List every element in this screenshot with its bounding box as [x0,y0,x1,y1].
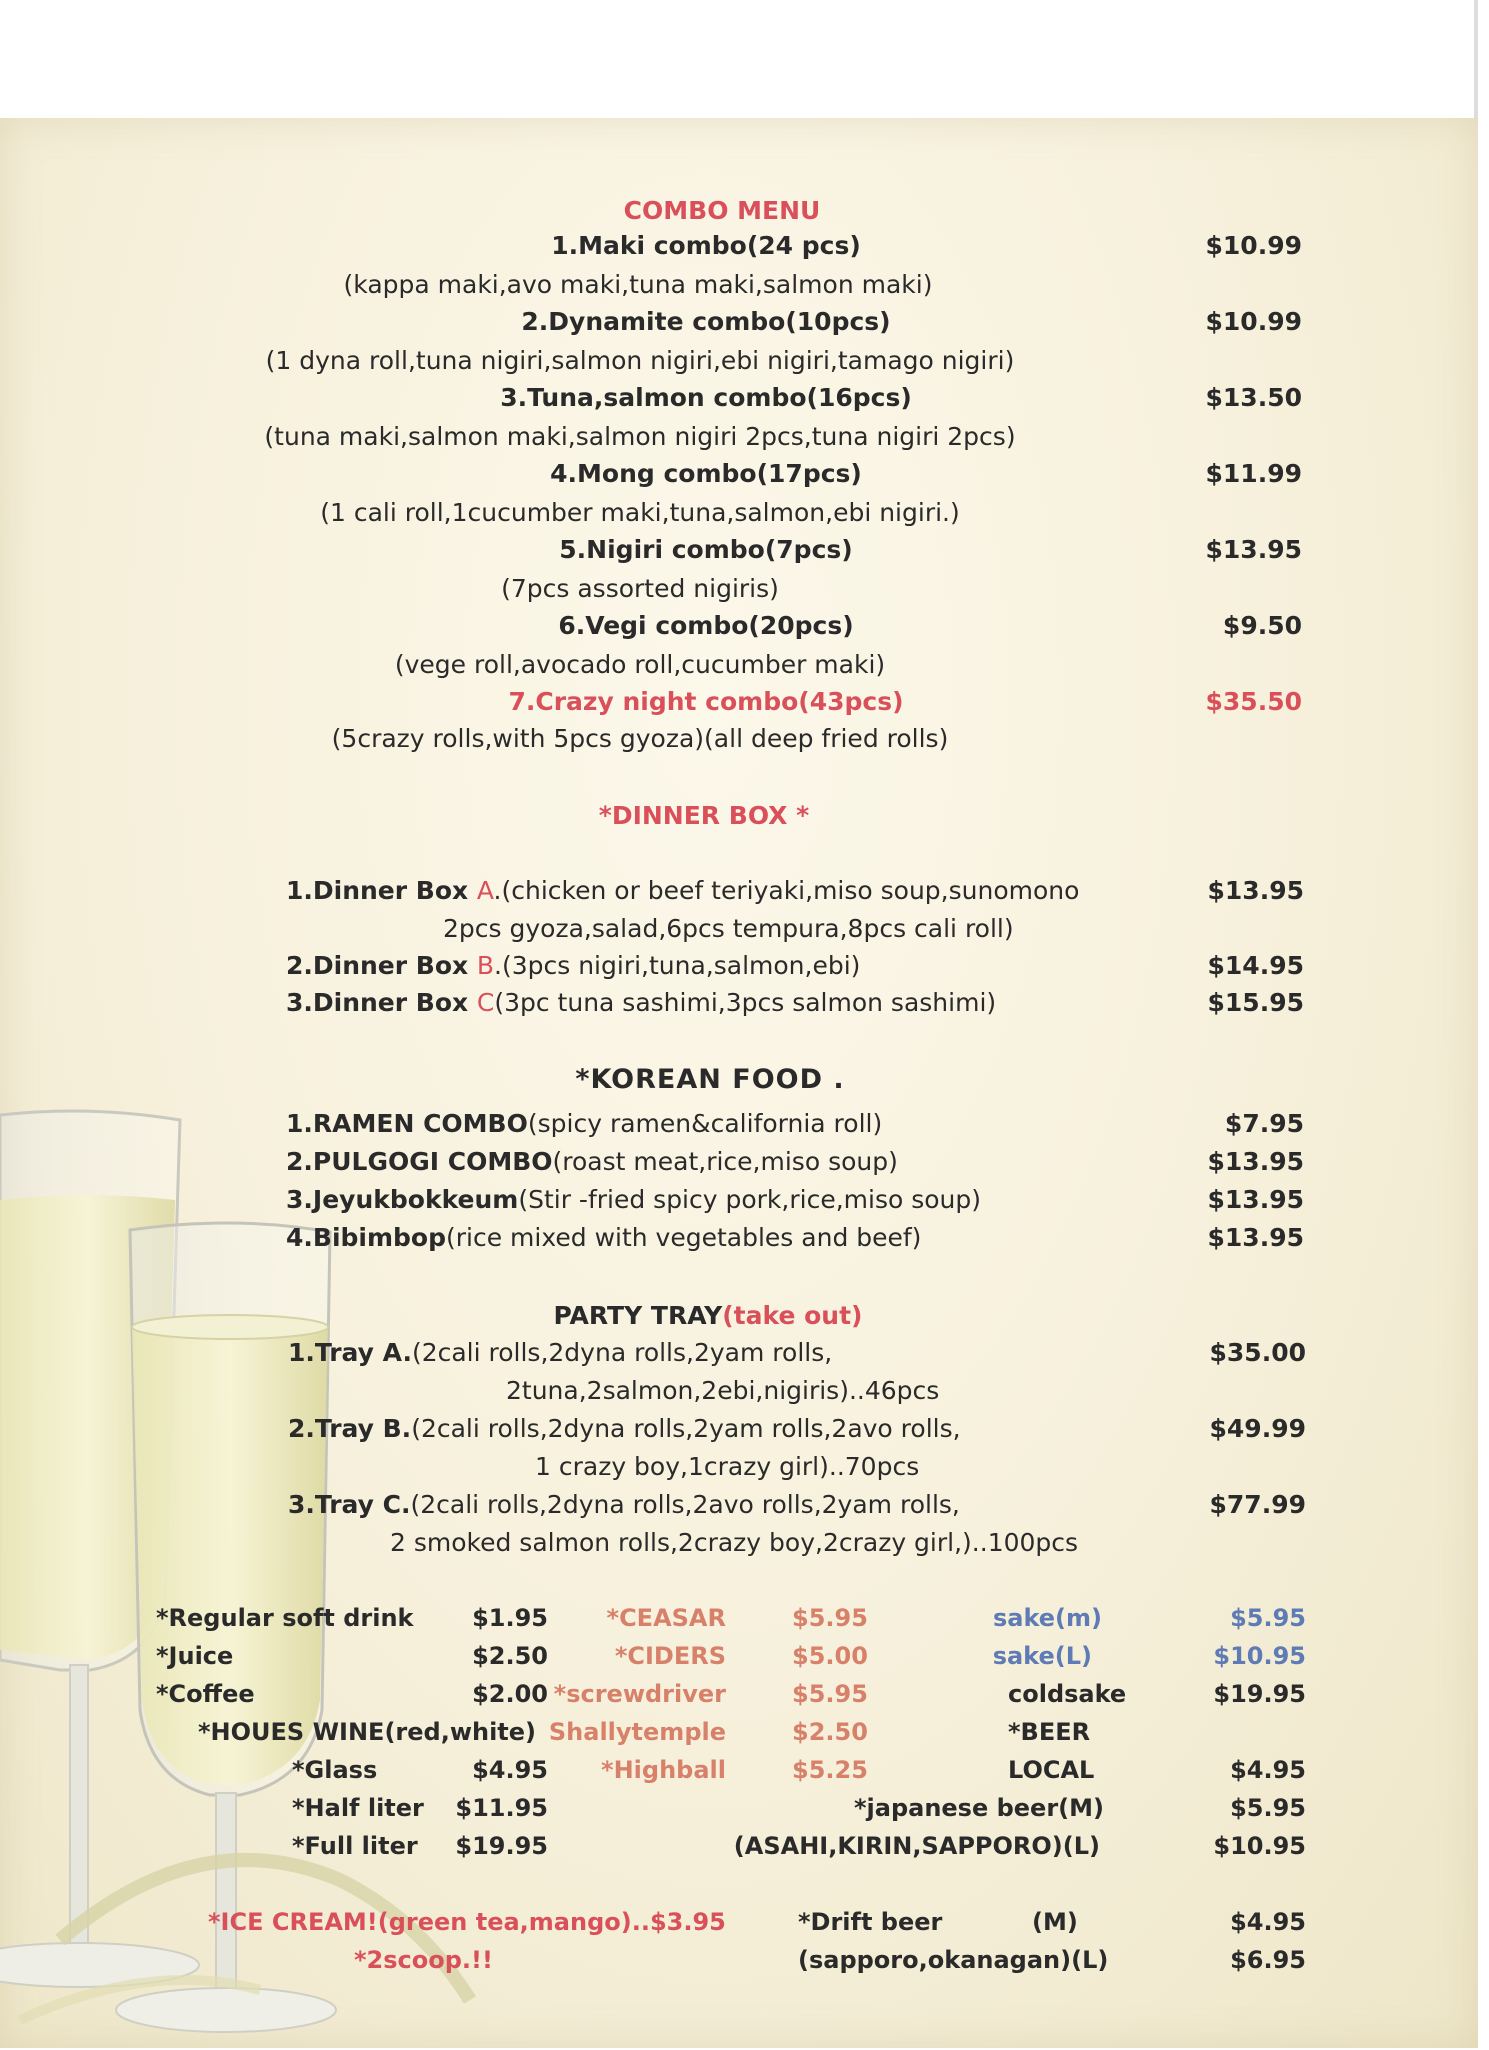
page-edge [1474,0,1478,118]
party-2-desc2: 1 crazy boy,1crazy girl)..70pcs [535,1452,920,1481]
drink-sake-m-name: sake(m) [992,1604,1102,1632]
drink-local-price: $4.95 [1230,1756,1306,1784]
korean-title: *KOREAN FOOD . [575,1064,845,1095]
drift-beer-brands: (sapporo,okanagan)(L) [798,1946,1109,1974]
drink-halfliter-price: $11.95 [455,1794,548,1822]
party-2-price: $49.99 [1209,1414,1306,1443]
party-2-desc: (2cali rolls,2dyna rolls,2yam rolls,2avo rolls, [411,1414,961,1443]
korean-2-desc: (roast meat,rice,miso soup) [552,1147,898,1176]
drink-halfliter-name: *Half liter [292,1794,424,1822]
party-1-desc2: 2tuna,2salmon,2ebi,nigiris)..46pcs [506,1376,940,1405]
icecream-line2: *2scoop.!! [354,1946,493,1974]
drink-japanese-beer-price: $5.95 [1230,1794,1306,1822]
party-3-name: 3.Tray C. [288,1490,411,1519]
drink-fullliter-price: $19.95 [455,1832,548,1860]
dinner-1-desc: .(chicken or beef teriyaki,miso soup,sunomono [493,876,1080,905]
dinner-2-letter: B [476,951,495,980]
korean-3-desc: (Stir -fried spicy pork,rice,miso soup) [518,1185,982,1214]
party-title-note: (take out) [722,1301,863,1330]
drink-ceasar-price: $5.95 [792,1604,868,1632]
combo-5-desc: (7pcs assorted nigiris) [501,574,779,603]
combo-7-price: $35.50 [1205,687,1302,716]
drink-japanese-beer-name: *japanese beer(M) [853,1794,1104,1822]
korean-4-name: 4.Bibimbop [286,1223,446,1252]
korean-2-price: $13.95 [1207,1147,1304,1176]
combo-3-price: $13.50 [1205,383,1302,412]
drink-coldsake-name: coldsake [1008,1680,1127,1708]
party-1-name: 1.Tray A. [288,1338,412,1367]
combo-6-desc: (vege roll,avocado roll,cucumber maki) [394,650,886,679]
korean-2-line [286,1147,898,1177]
drink-glass-price: $4.95 [472,1756,548,1784]
combo-1-name: 1.Maki combo(24 pcs) [551,231,861,260]
combo-6-price: $9.50 [1222,611,1302,640]
combo-4-name: 4.Mong combo(17pcs) [550,459,862,488]
party-3-desc2: 2 smoked salmon rolls,2crazy boy,2crazy girl,)..100pcs [390,1528,1079,1557]
combo-title: COMBO MENU [623,196,821,225]
drift-beer-size-m: (M) [1032,1908,1078,1936]
drink-screwdriver-price: $5.95 [792,1680,868,1708]
drink-local-name: LOCAL [1008,1756,1095,1784]
drink-wine-heading: *HOUES WINE(red,white) [198,1718,537,1746]
party-title: PARTY TRAY [553,1301,723,1330]
korean-2-name: 2.PULGOGI COMBO [286,1147,553,1176]
drink-glass-name: *Glass [292,1756,378,1784]
drift-beer-price-l: $6.95 [1230,1946,1306,1974]
drink-sake-l-name: sake(L) [992,1642,1092,1670]
dinner-2-desc: .(3pcs nigiri,tuna,salmon,ebi) [494,951,861,980]
korean-1-price: $7.95 [1224,1109,1304,1138]
combo-2-price: $10.99 [1205,307,1302,336]
drink-ciders-name: *CIDERS [614,1642,726,1670]
korean-1-line [286,1109,882,1139]
combo-5-name: 5.Nigiri combo(7pcs) [559,535,853,564]
dinner-3-prefix: 3.Dinner Box [286,988,477,1017]
dinner-3-line [286,988,996,1018]
korean-4-price: $13.95 [1207,1223,1304,1252]
drink-juice-price: $2.50 [472,1642,548,1670]
korean-1-desc: (spicy ramen&california roll) [527,1109,883,1138]
combo-4-price: $11.99 [1205,459,1302,488]
party-1-line [288,1338,832,1368]
drink-shallytemple-price: $2.50 [792,1718,868,1746]
drink-coffee-name: *Coffee [156,1680,255,1708]
korean-1-name: 1.RAMEN COMBO [286,1109,528,1138]
drink-beer-heading: *BEER [1008,1718,1091,1746]
party-1-desc: (2cali rolls,2dyna rolls,2yam rolls, [411,1338,833,1367]
dinner-1-line [286,876,1079,906]
drink-japanese-beer-l-price: $10.95 [1213,1832,1306,1860]
drink-coffee-price: $2.00 [472,1680,548,1708]
combo-1-price: $10.99 [1205,231,1302,260]
drink-sake-l-price: $10.95 [1213,1642,1306,1670]
drink-sake-m-price: $5.95 [1230,1604,1306,1632]
drink-juice-name: *Juice [156,1642,234,1670]
combo-2-desc: (1 dyna roll,tuna nigiri,salmon nigiri,ebi nigiri,tamago nigiri) [265,346,1015,375]
dinner-3-price: $15.95 [1207,988,1304,1017]
dinner-1-desc2: 2pcs gyoza,salad,6pcs tempura,8pcs cali roll) [443,914,1014,943]
combo-5-price: $13.95 [1205,535,1302,564]
drift-beer-price-m: $4.95 [1230,1908,1306,1936]
party-2-line [288,1414,961,1444]
korean-3-name: 3.Jeyukbokkeum [286,1185,519,1214]
dinner-2-line [286,951,860,981]
dinner-3-desc: (3pc tuna sashimi,3pcs salmon sashimi) [494,988,997,1017]
dinner-title: *DINNER BOX * [598,801,810,830]
drink-coldsake-price: $19.95 [1213,1680,1306,1708]
drink-ceasar-name: *CEASAR [606,1604,726,1632]
drink-soft-name: *Regular soft drink [156,1604,414,1632]
korean-4-line [286,1223,921,1253]
combo-4-desc: (1 cali roll,1cucumber maki,tuna,salmon,ebi nigiri.) [320,498,960,527]
drink-soft-price: $1.95 [472,1604,548,1632]
dinner-2-prefix: 2.Dinner Box [286,951,477,980]
party-3-line [288,1490,960,1520]
combo-7-desc: (5crazy rolls,with 5pcs gyoza)(all deep fried rolls) [331,724,949,753]
combo-3-name: 3.Tuna,salmon combo(16pcs) [500,383,912,412]
party-3-price: $77.99 [1209,1490,1306,1519]
dinner-2-price: $14.95 [1207,951,1304,980]
dinner-3-letter: C [476,988,495,1017]
party-3-desc: (2cali rolls,2dyna rolls,2avo rolls,2yam rolls, [410,1490,960,1519]
korean-4-desc: (rice mixed with vegetables and beef) [446,1223,922,1252]
party-title-line [554,1301,863,1331]
party-1-price: $35.00 [1209,1338,1306,1367]
drink-japanese-beer-l-name: (ASAHI,KIRIN,SAPPORO)(L) [733,1832,1100,1860]
drink-highball-name: *Highball [601,1756,726,1784]
combo-1-desc: (kappa maki,avo maki,tuna maki,salmon maki) [343,270,933,299]
drink-screwdriver-name: *screwdriver [553,1680,726,1708]
korean-3-line [286,1185,981,1215]
combo-3-desc: (tuna maki,salmon maki,salmon nigiri 2pcs,tuna nigiri 2pcs) [264,422,1016,451]
dinner-1-letter: A [476,876,494,905]
icecream-line1: *ICE CREAM!(green tea,mango)..$3.95 [208,1908,726,1936]
combo-7-name: 7.Crazy night combo(43pcs) [508,687,904,716]
dinner-1-prefix: 1.Dinner Box [286,876,477,905]
drink-shallytemple-name: Shallytemple [548,1718,726,1746]
drink-fullliter-name: *Full liter [292,1832,418,1860]
combo-2-name: 2.Dynamite combo(10pcs) [521,307,891,336]
drink-highball-price: $5.25 [792,1756,868,1784]
combo-6-name: 6.Vegi combo(20pcs) [558,611,854,640]
party-2-name: 2.Tray B. [288,1414,412,1443]
korean-3-price: $13.95 [1207,1185,1304,1214]
drift-beer-name: *Drift beer [798,1908,943,1936]
dinner-1-price: $13.95 [1207,876,1304,905]
drink-ciders-price: $5.00 [792,1642,868,1670]
